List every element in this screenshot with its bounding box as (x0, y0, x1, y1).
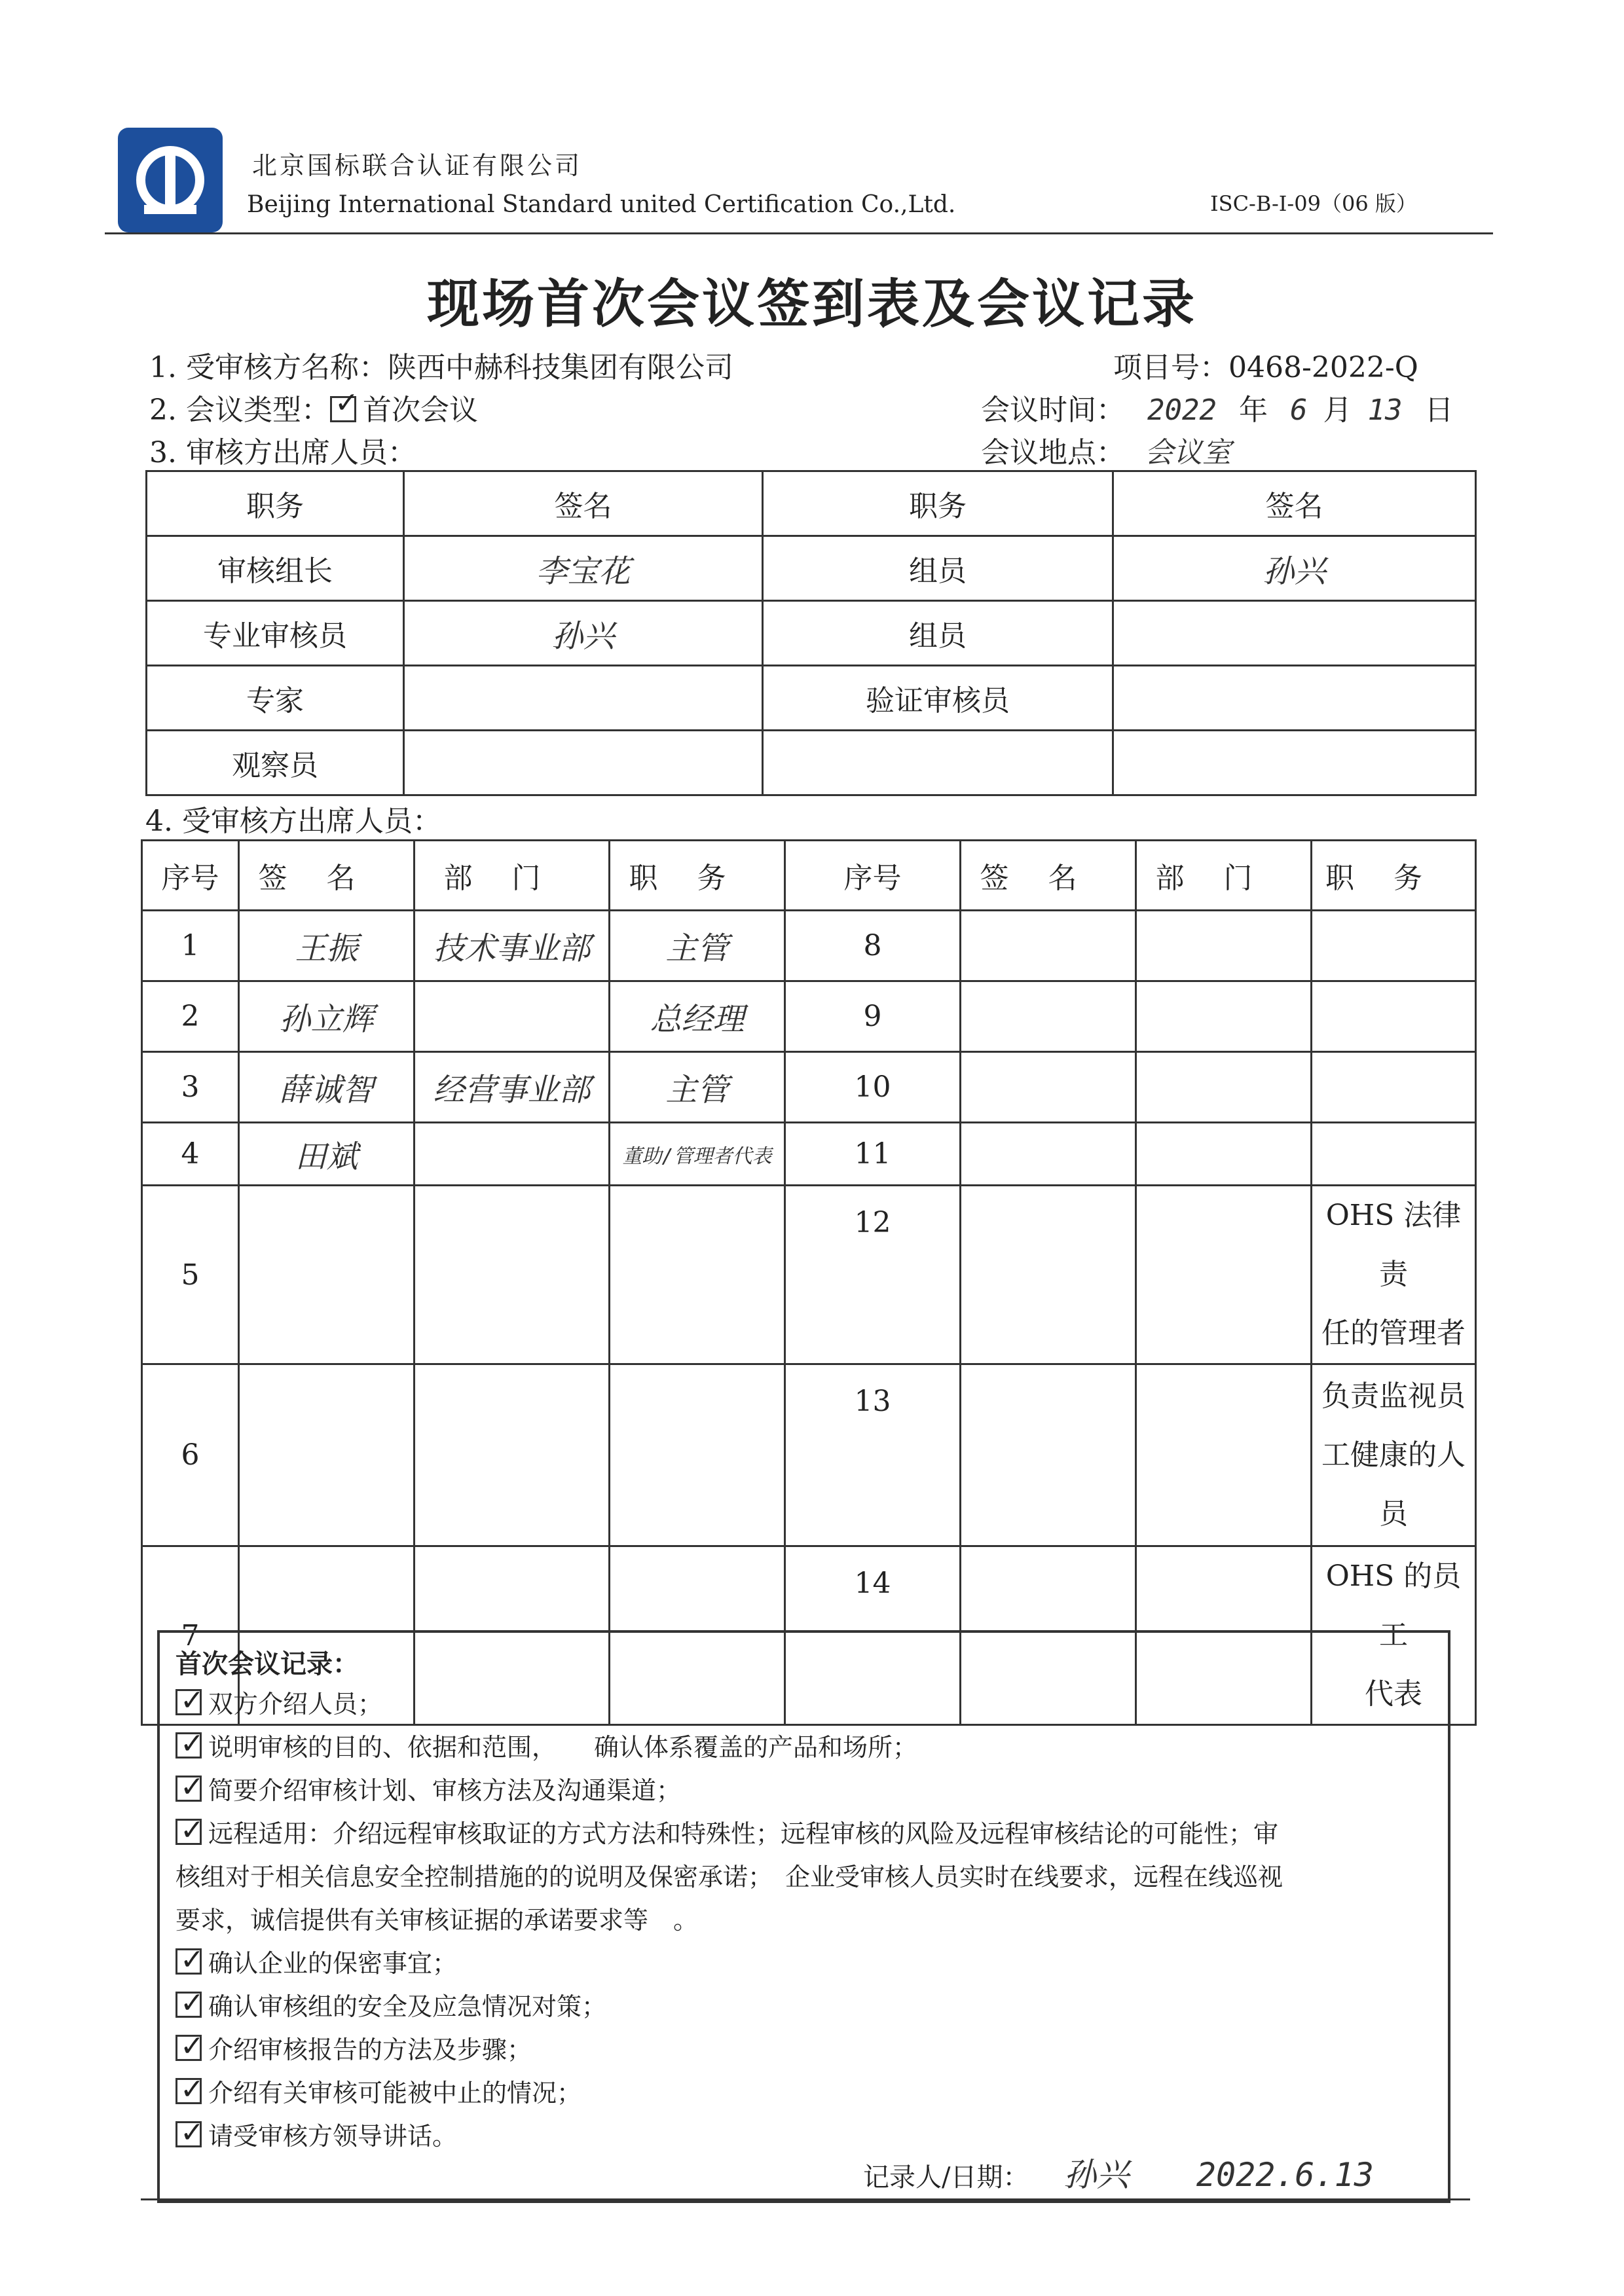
header-cell: 签名 (404, 471, 763, 536)
department-cell (415, 1123, 610, 1186)
signature-cell: 孙兴 (1113, 536, 1476, 601)
table-row (147, 666, 1476, 731)
role-cell (763, 731, 1113, 795)
logo-bar (165, 154, 175, 206)
note-item (175, 1942, 1439, 1985)
note-text: 确认审核组的安全及应急情况对策； (208, 1992, 607, 2021)
number-cell: 12 (785, 1186, 961, 1364)
auditee-section-label: 4. 受审核方出席人员： (145, 805, 441, 838)
position-line: 员 (1379, 1497, 1408, 1531)
note-text: 双方介绍人员； (208, 1690, 383, 1719)
position-cell (1312, 911, 1476, 981)
note-text: 简要介绍审核计划、审核方法及沟通渠道； (208, 1776, 682, 1805)
header-cell: 部门 (415, 841, 610, 911)
position-cell (1312, 1052, 1476, 1123)
role-cell: 审核组长 (147, 536, 404, 601)
number-cell: 2 (142, 981, 239, 1052)
note-text: 请受审核方领导讲话。 (208, 2122, 458, 2151)
meeting-type-label: 2. 会议类型： (149, 393, 330, 427)
note-checkbox (175, 1689, 202, 1715)
position-line: 任的管理者 (1321, 1317, 1466, 1350)
signature-cell (1113, 601, 1476, 666)
role-cell: 专家 (147, 666, 404, 731)
note-text: 介绍有关审核可能被中止的情况； (208, 2079, 582, 2107)
position-cell (1312, 1186, 1476, 1364)
form-code: ISC-B-I-09（06 版） (1210, 191, 1417, 216)
department-cell (1136, 1123, 1312, 1186)
department-cell (1136, 1052, 1312, 1123)
certification-logo-icon (118, 128, 223, 232)
note-continuation: 要求，诚信提供有关审核证据的承诺要求等 。 (175, 1906, 699, 1935)
department-cell: 经营事业部 (415, 1052, 610, 1123)
meeting-time-day: 13 (1367, 393, 1403, 427)
meeting-time-year: 2022 (1147, 393, 1217, 427)
auditor-table (145, 470, 1477, 796)
position-cell: 董助/管理者代表 (610, 1123, 785, 1186)
signature-cell: 薛诚智 (239, 1052, 415, 1123)
signature-cell: 王振 (239, 911, 415, 981)
note-text: 远程适用：介绍远程审核取证的方式方法和特殊性；远程审核的风险及远程审核结论的可能性；审 (208, 1819, 1279, 1848)
logo-foot (144, 205, 196, 214)
project-value: 0468-2022-Q (1228, 351, 1418, 384)
header-cell: 签名 (1113, 471, 1476, 536)
auditor-attendees-label: 3. 审核方出席人员： (149, 436, 416, 469)
department-cell (1136, 1186, 1312, 1364)
position-cell (610, 1186, 785, 1364)
meeting-place-value: 会议室 (1145, 436, 1231, 469)
position-line: 工健康的人 (1321, 1438, 1466, 1472)
header-cell: 职务 (147, 471, 404, 536)
recorder-label: 记录人/日期： (863, 2162, 1029, 2193)
number-cell: 9 (785, 981, 961, 1052)
meeting-time-month-unit: 月 (1323, 393, 1352, 427)
auditee-line (149, 344, 733, 386)
position-cell: 主管 (610, 911, 785, 981)
header-cell: 序号 (785, 841, 961, 911)
number-cell: 1 (142, 911, 239, 981)
department-cell (415, 1186, 610, 1364)
header-cell: 签名 (239, 841, 415, 911)
meeting-time-label: 会议时间： (981, 393, 1125, 427)
meeting-time-month: 6 (1289, 393, 1308, 427)
company-name-cn: 北京国标联合认证有限公司 (252, 151, 583, 180)
meeting-time-year-unit: 年 (1238, 393, 1268, 427)
signature-cell: 田斌 (239, 1123, 415, 1186)
note-item (175, 2071, 1439, 2115)
signature-cell (239, 1364, 415, 1546)
signature-cell (961, 1364, 1136, 1546)
position-cell (1312, 981, 1476, 1052)
note-checkbox (175, 2035, 202, 2061)
header-cell: 职务 (763, 471, 1113, 536)
position-cell: 主管 (610, 1052, 785, 1123)
header-cell: 序号 (142, 841, 239, 911)
number-cell: 13 (785, 1364, 961, 1546)
role-cell: 验证审核员 (763, 666, 1113, 731)
role-cell: 组员 (763, 601, 1113, 666)
position-line: 代表 (1365, 1677, 1422, 1711)
meeting-time-day-unit: 日 (1424, 393, 1454, 427)
note-text: 确认企业的保密事宜； (208, 1949, 458, 1978)
table-row (142, 1186, 1476, 1364)
note-item (175, 1683, 1439, 1726)
signature-cell (1113, 666, 1476, 731)
table-row (142, 911, 1476, 981)
number-cell: 6 (142, 1364, 239, 1546)
note-text: 说明审核的目的、依据和范围， 确认体系覆盖的产品和场所； (208, 1733, 918, 1762)
table-row (142, 1364, 1476, 1546)
header-divider (105, 232, 1493, 234)
department-cell: 技术事业部 (415, 911, 610, 981)
meeting-type-value: 首次会议 (362, 393, 478, 427)
company-name-en: Beijing International Standard united Certification Co.,Ltd. (247, 191, 956, 218)
notes-title: 首次会议记录： (175, 1649, 359, 1679)
department-cell (1136, 1364, 1312, 1546)
number-cell: 5 (142, 1186, 239, 1364)
table-row (142, 981, 1476, 1052)
note-item (175, 1769, 1439, 1812)
role-cell: 观察员 (147, 731, 404, 795)
note-continuation: 核组对于相关信息安全控制措施的的说明及保密承诺； 企业受审核人员实时在线要求，远程在线巡视 (175, 1863, 1283, 1891)
project-line (1113, 344, 1418, 386)
header-cell: 职务 (1312, 841, 1476, 911)
signature-cell (961, 981, 1136, 1052)
signature-cell (1113, 731, 1476, 795)
note-checkbox (175, 1732, 202, 1758)
page-title: 现场首次会议签到表及会议记录 (427, 274, 1197, 335)
recorder-signature: 孙兴 (1063, 2156, 1130, 2194)
signature-cell (404, 731, 763, 795)
meeting-type-checkbox (330, 396, 356, 422)
meeting-place-label: 会议地点： (981, 436, 1125, 469)
position-cell (610, 1364, 785, 1546)
department-cell (415, 1364, 610, 1546)
number-cell: 14 (785, 1546, 961, 1725)
auditee-label: 1. 受审核方名称： (149, 351, 388, 384)
note-item (175, 1812, 1439, 1855)
note-checkbox (175, 1948, 202, 1975)
signature-cell (961, 1052, 1136, 1123)
signature-cell (961, 1186, 1136, 1364)
position-line: OHS 的员工 (1325, 1559, 1462, 1652)
signature-cell: 孙兴 (404, 601, 763, 666)
note-checkbox (175, 2078, 202, 2104)
header-cell: 部门 (1136, 841, 1312, 911)
position-cell: 总经理 (610, 981, 785, 1052)
number-cell: 3 (142, 1052, 239, 1123)
note-text: 介绍审核报告的方法及步骤； (208, 2035, 532, 2064)
meeting-time-line (981, 386, 1453, 428)
table-row (147, 601, 1476, 666)
department-cell (1136, 911, 1312, 981)
auditee-table-header (142, 841, 1476, 911)
table-row (142, 1123, 1476, 1186)
position-line: 负责监视员 (1321, 1379, 1466, 1413)
number-cell: 7 (142, 1546, 239, 1725)
project-label: 项目号： (1113, 351, 1228, 384)
number-cell: 4 (142, 1123, 239, 1186)
signature-cell: 孙立辉 (239, 981, 415, 1052)
bottom-divider (141, 2198, 1470, 2200)
header-cell: 签名 (961, 841, 1136, 911)
signature-cell (404, 666, 763, 731)
note-checkbox (175, 1992, 202, 2018)
department-cell (415, 981, 610, 1052)
recorder-date: 2022.6.13 (1196, 2156, 1374, 2194)
header-cell: 职务 (610, 841, 785, 911)
position-line: OHS 法律责 (1325, 1199, 1462, 1291)
note-checkbox (175, 1819, 202, 1845)
note-item (175, 1726, 1439, 1769)
signature-cell: 李宝花 (404, 536, 763, 601)
department-cell (1136, 981, 1312, 1052)
recorder-line (863, 2149, 1374, 2196)
note-item (175, 1985, 1439, 2028)
meeting-type-line (149, 386, 478, 428)
auditee-table (141, 839, 1477, 1726)
note-item (175, 2028, 1439, 2071)
position-cell (1312, 1364, 1476, 1546)
table-row (147, 731, 1476, 795)
meeting-place-line (981, 429, 1231, 471)
signature-cell (961, 911, 1136, 981)
auditee-value: 陕西中赫科技集团有限公司 (387, 351, 733, 384)
note-checkbox (175, 1776, 202, 1802)
role-cell: 组员 (763, 536, 1113, 601)
auditor-table-header (147, 471, 1476, 536)
role-cell: 专业审核员 (147, 601, 404, 666)
position-cell (1312, 1123, 1476, 1186)
note-checkbox (175, 2121, 202, 2147)
signature-cell (239, 1186, 415, 1364)
number-cell: 10 (785, 1052, 961, 1123)
number-cell: 11 (785, 1123, 961, 1186)
table-row (142, 1052, 1476, 1123)
number-cell: 8 (785, 911, 961, 981)
table-row (147, 536, 1476, 601)
signature-cell (961, 1123, 1136, 1186)
